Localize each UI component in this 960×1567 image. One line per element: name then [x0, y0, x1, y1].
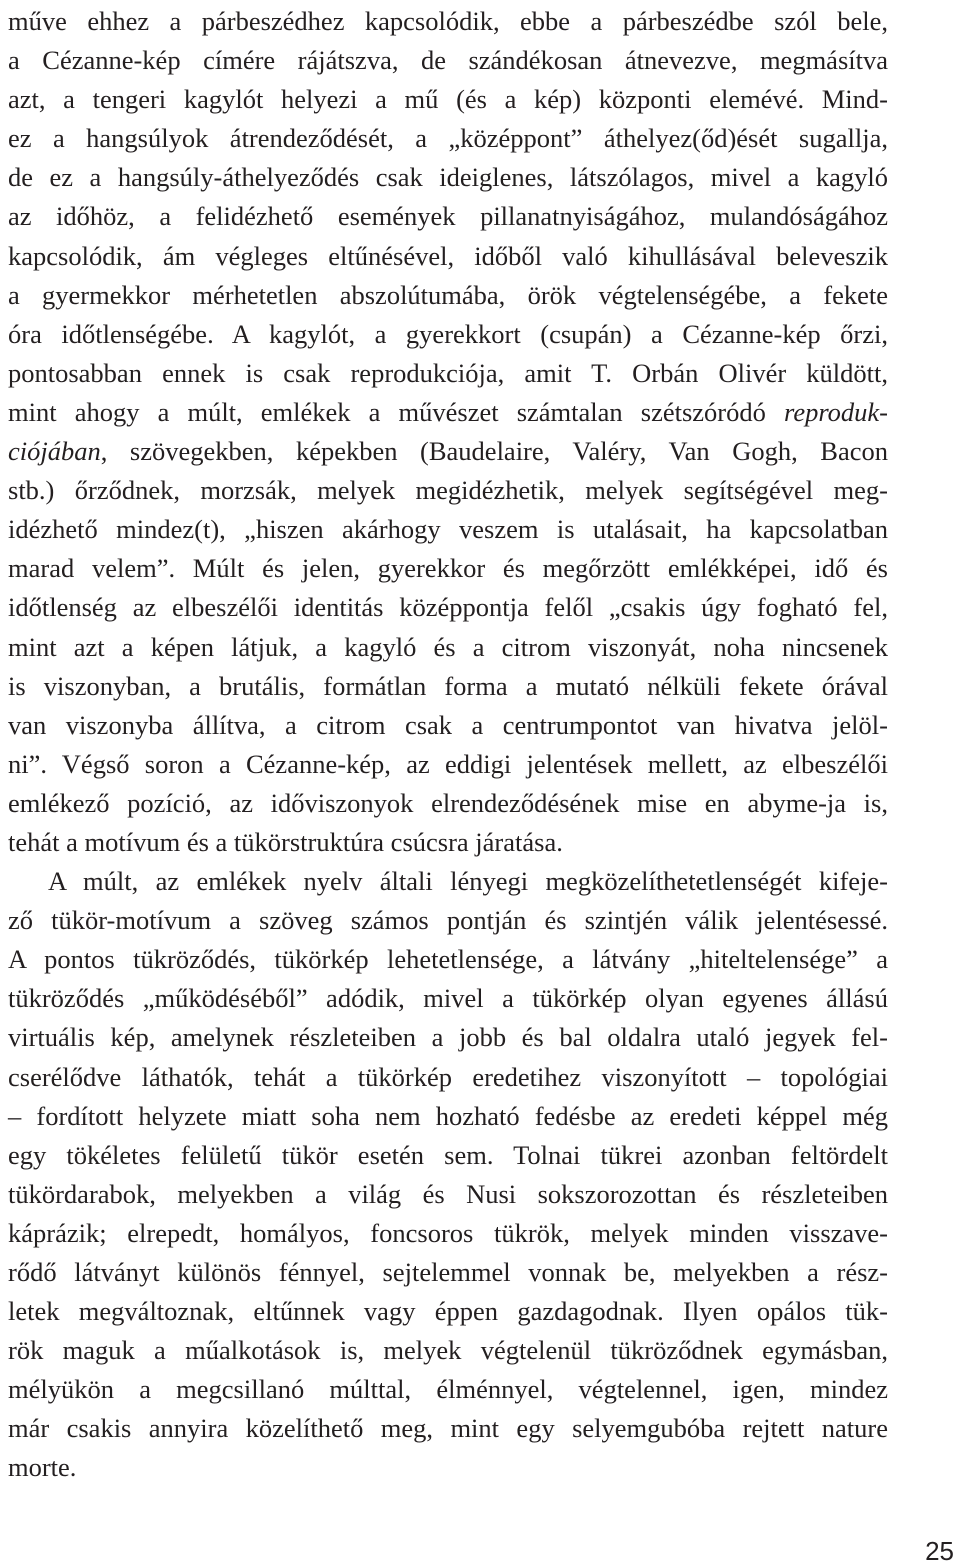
text-line: A pontos tükröződés, tükörkép lehetetlensége, a látvány „hiteltelensége” a	[8, 944, 888, 975]
text-line: ni”. Végső soron a Cézanne-kép, az eddigi jelentések mellett, az elbeszélői	[8, 748, 888, 779]
text-line: időtlenség az elbeszélői identitás középpontja felől „csakis úgy fogható fel,	[8, 592, 888, 623]
text-line: az időhöz, a felidézhető események pillanatnyiságához, mulandóságához	[8, 201, 888, 232]
text-line: azt, a tengeri kagylót helyezi a mű (és a kép) központi elemévé. Mind-	[8, 84, 888, 115]
paragraph-end-line: morte.	[8, 1452, 77, 1483]
text-line: mélyükön a megcsillanó múlttal, élménnyel, végtelennel, igen, mindez	[8, 1374, 888, 1405]
italic-term: ciójában	[8, 436, 101, 467]
text-line: ez a hangsúlyok átrendeződését, a „középpont” áthelyez(őd)ését sugallja,	[8, 123, 888, 154]
text-line: már csakis annyira közelíthető meg, mint egy selyemgubóba rejtett nature	[8, 1413, 888, 1444]
text-line: káprázik; elrepedt, homályos, foncsoros tükrök, melyek minden visszave-	[8, 1217, 888, 1248]
text-line: van viszonyba állítva, a citrom csak a centrumpontot van hivatva jelöl-	[8, 709, 888, 740]
text-line: emlékező pozíció, az időviszonyok elrendeződésének mise en abyme-ja is,	[8, 787, 888, 818]
text-line: de ez a hangsúly-áthelyeződés csak ideiglenes, látszólagos, mivel a kagyló	[8, 162, 888, 193]
text-line: tükröződés „működéséből” adódik, mivel a tükörkép olyan egyenes állású	[8, 983, 888, 1014]
text-line: a gyermekkor mérhetetlen abszolútumába, örök végtelenségébe, a fekete	[8, 279, 888, 310]
text-line: stb.) őrződnek, morzsák, melyek megidézhetik, melyek segítségével meg-	[8, 475, 888, 506]
text-line: mint azt a képen látjuk, a kagyló és a citrom viszonyát, noha nincsenek	[8, 631, 888, 662]
text-line-with-italic: ciójában, szövegekben, képekben (Baudelaire, Valéry, Van Gogh, Bacon	[8, 436, 888, 467]
text-line: tükördarabok, melyekben a világ és Nusi sokszorozottan és részleteiben	[8, 1178, 888, 1209]
text-line: marad velem”. Múlt és jelen, gyerekkor és megőrzött emlékképei, idő és	[8, 553, 888, 584]
page-number: 25	[925, 1536, 954, 1566]
text-line: óra időtlenségébe. A kagylót, a gyerekkort (csupán) a Cézanne-kép őrzi,	[8, 318, 888, 349]
text-line: a Cézanne-kép címére rájátszva, de szándékosan átnevezve, megmásítva	[8, 45, 888, 76]
paragraph-start-line: A múlt, az emlékek nyelv általi lényegi megközelíthetetlenségét kifeje-	[48, 866, 888, 897]
text-line: műve ehhez a párbeszédhez kapcsolódik, ebbe a párbeszédbe szól bele,	[8, 6, 888, 36]
text-line: rök maguk a műalkotások is, melyek végtelenül tükröződnek egymásban,	[8, 1335, 888, 1366]
text-line: kapcsolódik, ám végleges eltűnésével, időből való kihullásával beleveszik	[8, 240, 888, 271]
text-line: is viszonyban, a brutális, formátlan forma a mutató nélküli fekete órával	[8, 670, 888, 701]
italic-term: reproduk-	[783, 396, 888, 427]
text-line: letek megváltoznak, eltűnnek vagy éppen gazdagodnak. Ilyen opálos tük-	[8, 1296, 888, 1327]
paragraph-end-line: tehát a motívum és a tükörstruktúra csúcsra járatása.	[8, 826, 563, 857]
text-line: pontosabban ennek is csak reprodukciója, amit T. Orbán Olivér küldött,	[8, 357, 888, 388]
text-line: ző tükör-motívum a szöveg számos pontján és szintjén válik jelentésessé.	[8, 905, 888, 936]
text-line: – fordított helyzete miatt soha nem hozható fedésbe az eredeti képpel még	[8, 1100, 888, 1131]
text-line: cserélődve láthatók, tehát a tükörkép eredetihez viszonyított – topológiai	[8, 1061, 888, 1092]
text-line: virtuális kép, amelynek részleteiben a jobb és bal oldalra utaló jegyek fel-	[8, 1022, 888, 1053]
text-line-with-italic: mint ahogy a múlt, emlékek a művészet számtalan szétszóródó reproduk-	[8, 396, 888, 427]
text-line: rődő látványt különös fénnyel, sejtelemmel vonnak be, melyekben a rész-	[8, 1257, 888, 1287]
text-line: idézhető mindez(t), „hiszen akárhogy veszem is utalásait, ha kapcsolatban	[8, 514, 888, 545]
body-text	[8, 2, 888, 1488]
text-line: egy tökéletes felületű tükör esetén sem. Tolnai tükrei azonban feltördelt	[8, 1139, 888, 1170]
